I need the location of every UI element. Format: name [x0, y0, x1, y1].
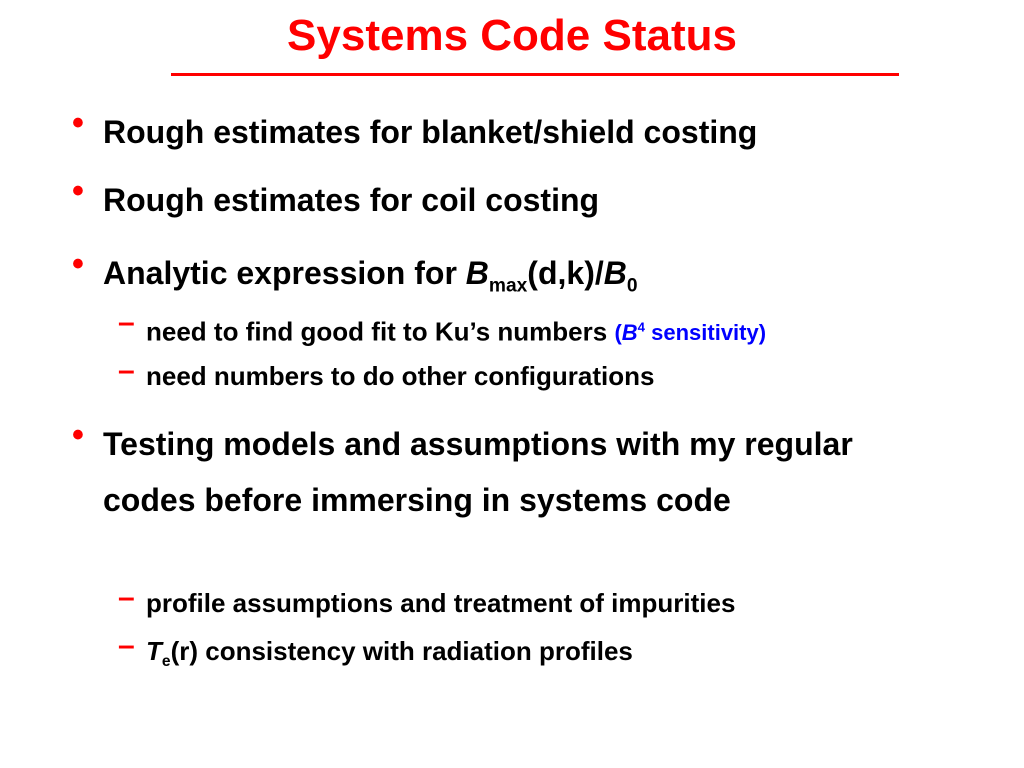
text-segment: Analytic expression for [103, 255, 466, 291]
slide-title: Systems Code Status [287, 11, 737, 60]
symbol-b: B [621, 320, 638, 346]
dash-icon: – [118, 306, 135, 339]
sub-text [146, 310, 766, 351]
subscript-max: max [488, 275, 528, 297]
dash-icon: – [118, 581, 135, 614]
highlight-text [614, 320, 766, 345]
bullet-icon: • [72, 104, 84, 142]
text-segment: sensitivity) [645, 320, 767, 346]
bullet-text: Rough estimates for blanket/shield costing [103, 114, 758, 150]
symbol-b: B [465, 255, 489, 291]
text-segment: (r) consistency with radiation profiles [170, 636, 633, 666]
subscript-e: e [161, 653, 171, 671]
sub-text: profile assumptions and treatment of impurities [146, 588, 736, 618]
subscript-zero: 0 [626, 275, 638, 297]
symbol-b: B [603, 255, 627, 291]
bullet-icon: • [72, 245, 84, 283]
text-segment: need to find good fit to Ku’s numbers [146, 316, 615, 347]
bullet-text [103, 245, 638, 314]
dash-icon: – [118, 354, 135, 387]
symbol-t: T [146, 636, 162, 666]
sub-text: need numbers to do other configurations [146, 361, 655, 391]
bullet-text: Testing models and assumptions with my regular codes before immersing in systems code [103, 426, 853, 518]
text-segment: (d,k)/ [527, 255, 604, 291]
dash-icon: – [118, 629, 135, 662]
sub-text [146, 633, 633, 680]
bullet-icon: • [72, 416, 84, 454]
title-underline [171, 73, 899, 76]
bullet-icon: • [72, 172, 84, 210]
paren: ( [614, 320, 622, 346]
bullet-text: Rough estimates for coil costing [103, 182, 600, 218]
superscript-4: 4 [637, 320, 646, 335]
